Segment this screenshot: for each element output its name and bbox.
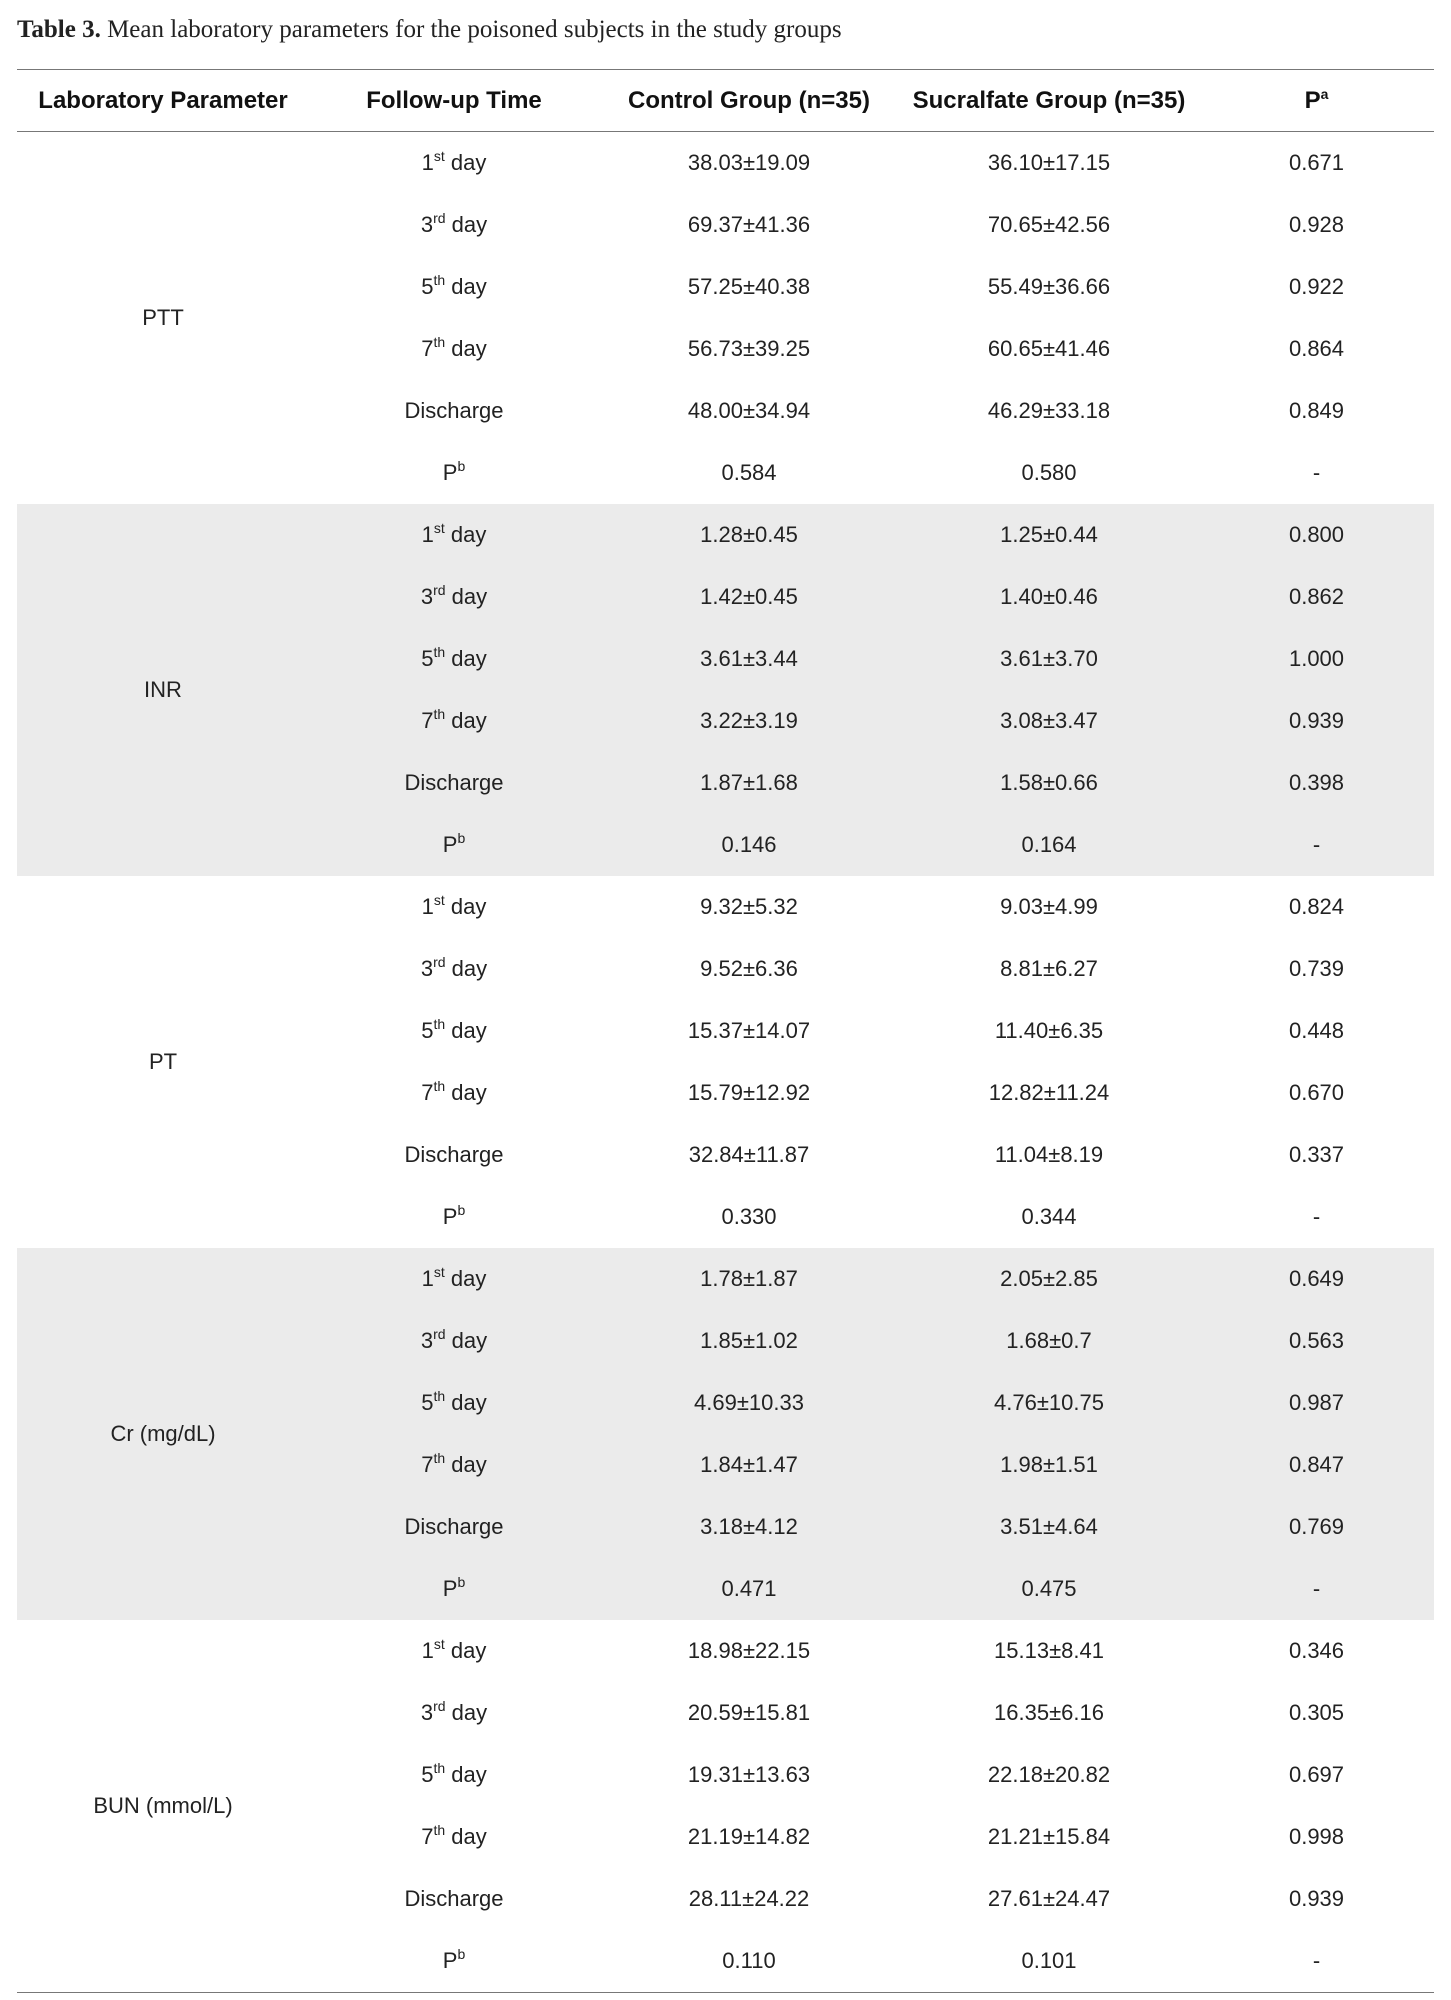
p-value-cell: 0.864 <box>1288 336 1345 361</box>
control-value-cell: 19.31±13.63 <box>687 1762 811 1787</box>
sucralfate-value-cell: 1.25±0.44 <box>899 504 1199 566</box>
sucralfate-value-cell: 2.05±2.85 <box>899 1248 1199 1310</box>
p-value-cell: 0.671 <box>1288 150 1345 175</box>
sucralfate-value-cell: 3.51±4.64 <box>899 1496 1199 1558</box>
pb-control-cell: 0.584 <box>721 460 777 485</box>
follow-up-time-cell: 5th day <box>421 1016 487 1043</box>
sucralfate-value-cell: 15.13±8.41 <box>994 1638 1104 1663</box>
sucralfate-value-cell: 1.40±0.46 <box>899 566 1199 628</box>
follow-up-time-cell: 1st day <box>421 148 487 175</box>
table-header <box>17 70 1434 132</box>
control-value-cell: 3.61±3.44 <box>599 628 899 690</box>
table-caption <box>17 12 842 48</box>
follow-up-time-cell: 7th day <box>309 690 599 752</box>
control-value-cell: 1.85±1.02 <box>599 1310 899 1372</box>
sucralfate-value-cell: 22.18±20.82 <box>987 1762 1111 1787</box>
table-row <box>17 132 1434 195</box>
control-value-cell: 1.84±1.47 <box>599 1434 899 1496</box>
control-value-cell: 56.73±39.25 <box>687 336 811 361</box>
control-value-cell: 1.78±1.87 <box>599 1248 899 1310</box>
p-value-cell: 0.939 <box>1199 690 1434 752</box>
follow-up-time-cell: 5th day <box>421 1760 487 1787</box>
control-value-cell: 3.18±4.12 <box>599 1496 899 1558</box>
pb-p-cell: - <box>1199 1558 1434 1620</box>
p-value-cell: 0.739 <box>1288 956 1345 981</box>
header-control-group: Control Group (n=35) <box>599 70 899 132</box>
p-value-cell: 0.998 <box>1288 1824 1345 1849</box>
follow-up-time-cell: 3rd day <box>309 566 599 628</box>
parameter-name-cell: BUN (mmol/L) <box>93 1793 233 1818</box>
table-row <box>17 876 1434 938</box>
parameter-name-cell: INR <box>17 504 309 876</box>
p-value-cell: 0.922 <box>1288 274 1345 299</box>
header-parameter: Laboratory Parameter <box>17 70 309 132</box>
p-value-cell: 0.928 <box>1288 212 1345 237</box>
follow-up-time-cell: 3rd day <box>420 954 488 981</box>
follow-up-time-cell: Discharge <box>404 1142 504 1167</box>
sucralfate-value-cell: 70.65±42.56 <box>987 212 1111 237</box>
follow-up-time-cell: 5th day <box>309 1372 599 1434</box>
p-value-cell: 0.697 <box>1288 1762 1345 1787</box>
control-value-cell: 1.28±0.45 <box>599 504 899 566</box>
pb-sucralfate-cell: 0.164 <box>899 814 1199 876</box>
control-value-cell: 32.84±11.87 <box>688 1142 810 1167</box>
pb-label-cell: $P^b$ <box>309 1558 599 1620</box>
follow-up-time-cell: Discharge <box>309 752 599 814</box>
sucralfate-value-cell: 11.04±8.19 <box>994 1142 1104 1167</box>
sucralfate-value-cell: 4.76±10.75 <box>899 1372 1199 1434</box>
p-value-cell: 0.448 <box>1288 1018 1345 1043</box>
sucralfate-value-cell: 1.98±1.51 <box>899 1434 1199 1496</box>
caption-label: Table 3. <box>17 16 101 43</box>
p-value-cell: 0.670 <box>1288 1080 1345 1105</box>
control-value-cell: 28.11±24.22 <box>688 1886 810 1911</box>
follow-up-time-cell: Discharge <box>404 398 504 423</box>
parameter-name-cell: PTT <box>142 305 184 330</box>
pb-sucralfate-cell: 0.344 <box>1021 1204 1077 1229</box>
parameter-group <box>17 1248 1434 1620</box>
header-follow-up-time: Follow-up Time <box>309 70 599 132</box>
pb-p-cell: - <box>1312 460 1321 485</box>
follow-up-time-cell: 3rd day <box>309 1310 599 1372</box>
parameter-group <box>17 876 1434 1248</box>
parameter-name-cell: Cr (mg/dL) <box>17 1248 309 1620</box>
control-value-cell: 21.19±14.82 <box>687 1824 811 1849</box>
p-value-cell: 0.305 <box>1288 1700 1345 1725</box>
p-value-cell: 0.398 <box>1199 752 1434 814</box>
p-value-cell: 0.987 <box>1199 1372 1434 1434</box>
caption-text: Mean laboratory parameters for the poisoned subjects in the study groups <box>107 16 842 43</box>
control-value-cell: 20.59±15.81 <box>687 1700 811 1725</box>
pb-p-cell: - <box>1199 814 1434 876</box>
p-value-cell: 0.346 <box>1288 1638 1345 1663</box>
p-value-cell: 1.000 <box>1199 628 1434 690</box>
table-row <box>17 1248 1434 1310</box>
parameter-group <box>17 132 1434 505</box>
control-value-cell: 18.98±22.15 <box>687 1638 811 1663</box>
follow-up-time-cell: 7th day <box>309 1434 599 1496</box>
pb-control-cell: 0.110 <box>722 1948 776 1973</box>
pb-sucralfate-cell: 0.101 <box>1021 1948 1077 1973</box>
follow-up-time-cell: 5th day <box>309 628 599 690</box>
sucralfate-value-cell: 36.10±17.15 <box>987 150 1111 175</box>
pb-sucralfate-cell: 0.580 <box>1021 460 1077 485</box>
follow-up-time-cell: 3rd day <box>420 1698 488 1725</box>
sucralfate-value-cell: 8.81±6.27 <box>1000 956 1098 981</box>
table-row <box>17 504 1434 566</box>
sucralfate-value-cell: 60.65±41.46 <box>987 336 1111 361</box>
control-value-cell: 15.79±12.92 <box>687 1080 811 1105</box>
follow-up-time-cell: 1st day <box>309 1248 599 1310</box>
parameter-name-cell: PT <box>148 1049 178 1074</box>
p-value-cell: 0.862 <box>1199 566 1434 628</box>
follow-up-time-cell: 1st day <box>421 892 487 919</box>
control-value-cell: 38.03±19.09 <box>687 150 811 175</box>
header-sucralfate-group: Sucralfate Group (n=35) <box>899 70 1199 132</box>
pb-label-cell: $P^b$ <box>442 458 466 485</box>
parameter-group <box>17 1620 1434 1993</box>
control-value-cell: 57.25±40.38 <box>687 274 811 299</box>
follow-up-time-cell: 7th day <box>421 1822 487 1849</box>
follow-up-time-cell: 1st day <box>309 504 599 566</box>
control-value-cell: 1.87±1.68 <box>599 752 899 814</box>
follow-up-time-cell: 7th day <box>421 1078 487 1105</box>
control-value-cell: 9.32±5.32 <box>700 894 798 919</box>
p-value-cell: 0.563 <box>1199 1310 1434 1372</box>
follow-up-time-cell: Discharge <box>309 1496 599 1558</box>
lab-parameters-table <box>17 69 1434 1993</box>
pb-p-cell: - <box>1312 1204 1321 1229</box>
sucralfate-value-cell: 9.03±4.99 <box>1000 894 1098 919</box>
parameter-group <box>17 504 1434 876</box>
header-p-value: $P^a$ <box>1199 70 1434 132</box>
p-value-cell: 0.847 <box>1199 1434 1434 1496</box>
sucralfate-value-cell: 16.35±6.16 <box>994 1700 1104 1725</box>
pb-label-cell: $P^b$ <box>309 814 599 876</box>
follow-up-time-cell: 3rd day <box>420 210 488 237</box>
p-value-cell: 0.337 <box>1288 1142 1345 1167</box>
sucralfate-value-cell: 27.61±24.47 <box>987 1886 1111 1911</box>
follow-up-time-cell: 1st day <box>421 1636 487 1663</box>
sucralfate-value-cell: 21.21±15.84 <box>987 1824 1111 1849</box>
control-value-cell: 15.37±14.07 <box>687 1018 811 1043</box>
follow-up-time-cell: 5th day <box>421 272 487 299</box>
table-row <box>17 1620 1434 1682</box>
sucralfate-value-cell: 3.08±3.47 <box>899 690 1199 752</box>
pb-control-cell: 0.146 <box>599 814 899 876</box>
pb-label-cell: $P^b$ <box>442 1946 466 1973</box>
p-value-cell: 0.769 <box>1199 1496 1434 1558</box>
p-value-cell: 0.849 <box>1288 398 1345 423</box>
sucralfate-value-cell: 55.49±36.66 <box>987 274 1111 299</box>
follow-up-time-cell: 7th day <box>421 334 487 361</box>
p-value-cell: 0.939 <box>1288 1886 1345 1911</box>
p-value-cell: 0.649 <box>1199 1248 1434 1310</box>
sucralfate-value-cell: 3.61±3.70 <box>899 628 1199 690</box>
control-value-cell: 4.69±10.33 <box>599 1372 899 1434</box>
pb-p-cell: - <box>1312 1948 1321 1973</box>
sucralfate-value-cell: 1.68±0.7 <box>899 1310 1199 1372</box>
control-value-cell: 48.00±34.94 <box>687 398 811 423</box>
follow-up-time-cell: Discharge <box>404 1886 504 1911</box>
sucralfate-value-cell: 46.29±33.18 <box>987 398 1111 423</box>
header-row <box>17 70 1434 132</box>
pb-control-cell: 0.471 <box>599 1558 899 1620</box>
pb-label-cell: $P^b$ <box>442 1202 466 1229</box>
pb-control-cell: 0.330 <box>721 1204 777 1229</box>
sucralfate-value-cell: 1.58±0.66 <box>899 752 1199 814</box>
control-value-cell: 3.22±3.19 <box>599 690 899 752</box>
p-value-cell: 0.800 <box>1199 504 1434 566</box>
control-value-cell: 1.42±0.45 <box>599 566 899 628</box>
sucralfate-value-cell: 12.82±11.24 <box>988 1080 1110 1105</box>
p-value-cell: 0.824 <box>1288 894 1345 919</box>
pb-sucralfate-cell: 0.475 <box>899 1558 1199 1620</box>
control-value-cell: 69.37±41.36 <box>687 212 811 237</box>
sucralfate-value-cell: 11.40±6.35 <box>994 1018 1104 1043</box>
control-value-cell: 9.52±6.36 <box>700 956 798 981</box>
